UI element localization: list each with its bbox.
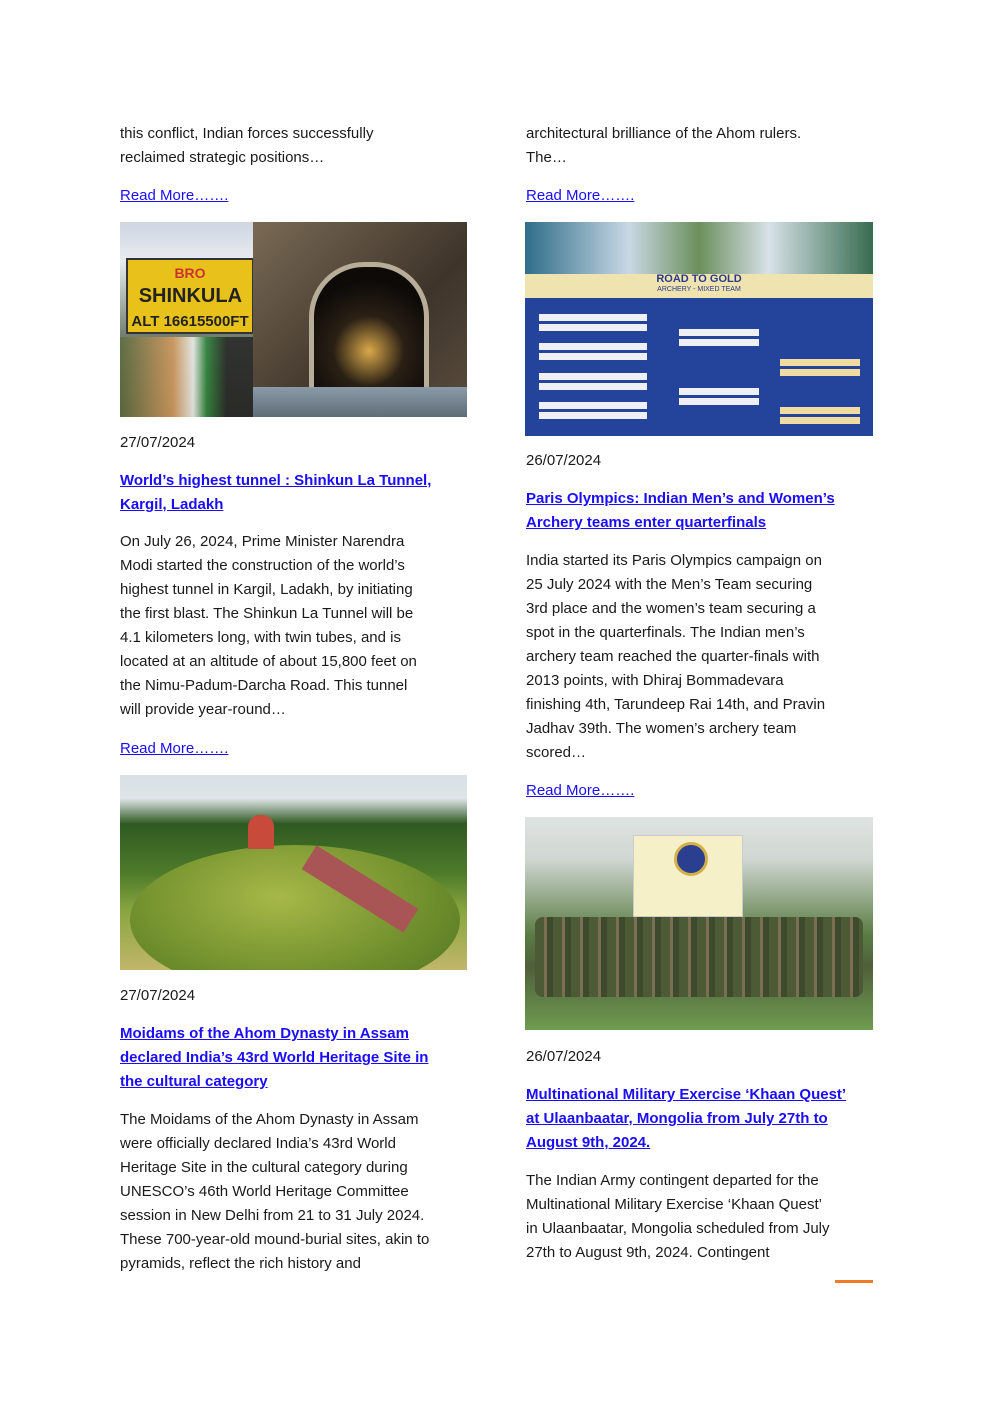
title-line[interactable]: World’s highest tunnel : Shinkun La Tunnel, [120,472,432,489]
title-line[interactable]: Paris Olympics: Indian Men’s and Women’s [526,490,835,507]
text-line: 2013 points, with Dhiraj Bommadevara [526,672,784,689]
text-line: highest tunnel in Kargil, Ladakh, by initiating [120,581,413,598]
text-line: in Ulaanbaatar, Mongolia scheduled from July [526,1220,830,1237]
text-line: the first blast. The Shinkun La Tunnel will be [120,605,414,622]
left-intro-text [120,122,373,170]
article-title-link[interactable] [526,487,835,535]
text-line: Modi started the construction of the world’s [120,557,405,574]
shinkun-la-tunnel-image [120,222,467,417]
article-date: 27/07/2024 [120,987,196,1004]
title-line[interactable]: the cultural category [120,1073,268,1090]
tunnel-sign [126,258,254,334]
text-line: 4.1 kilometers long, with twin tubes, and is [120,629,401,646]
article-title-link[interactable] [526,1083,846,1155]
text-line: this conflict, Indian forces successfully [120,125,374,142]
read-more-link[interactable]: Read More……. [526,782,635,799]
article-date: 26/07/2024 [526,1048,602,1065]
article-body [120,1108,429,1276]
text-line: Jadhav 39th. The women’s archery team [526,720,797,737]
text-line: The… [526,149,567,166]
text-line: On July 26, 2024, Prime Minister Narendra [120,533,405,550]
text-line: UNESCO’s 46th World Heritage Committee [120,1183,409,1200]
text-line: These 700-year-old mound-burial sites, akin to [120,1231,430,1248]
article-body [526,549,825,765]
text-line: spot in the quarterfinals. The Indian men’s [526,624,805,641]
article-title-link[interactable] [120,469,431,517]
text-line: scored… [526,744,587,761]
text-line: reclaimed strategic positions… [120,149,325,166]
text-line: 27th to August 9th, 2024. Contingent [526,1244,770,1261]
moidams-image [120,775,467,970]
text-line: will provide year-round… [120,701,286,718]
text-line: India started its Paris Olympics campaign on [526,552,822,569]
text-line: pyramids, reflect the rich history and [120,1255,361,1272]
text-line: were officially declared India’s 43rd World [120,1135,396,1152]
read-more-link[interactable]: Read More……. [120,740,229,757]
accent-divider [835,1280,873,1283]
text-line: session in New Delhi from 21 to 31 July 2024. [120,1207,425,1224]
title-line[interactable]: Kargil, Ladakh [120,496,224,513]
title-line[interactable]: declared India’s 43rd World Heritage Site in [120,1049,429,1066]
read-more-link[interactable]: Read More……. [120,187,229,204]
sign-text: SHINKULA [138,285,242,307]
image-headline: ROAD TO GOLD [656,273,742,285]
article-body [526,1169,830,1265]
read-more-link[interactable]: Read More……. [526,187,635,204]
text-line: The Indian Army contingent departed for the [526,1172,819,1189]
text-line: Multinational Military Exercise ‘Khaan Quest’ [526,1196,822,1213]
article-date: 27/07/2024 [120,434,196,451]
text-line: the Nimu-Padum-Darcha Road. This tunnel [120,677,408,694]
text-line: finishing 4th, Tarundeep Rai 14th, and Pravin [526,696,826,713]
text-line: 25 July 2024 with the Men’s Team securing [526,576,813,593]
image-subhead: ARCHERY - MIXED TEAM [657,286,741,293]
title-line[interactable]: Multinational Military Exercise ‘Khaan Quest’ [526,1086,847,1103]
text-line: The Moidams of the Ahom Dynasty in Assam [120,1111,419,1128]
title-line[interactable]: August 9th, 2024. [526,1134,651,1151]
text-line: Heritage Site in the cultural category during [120,1159,408,1176]
text-line: located at an altitude of about 15,800 feet on [120,653,417,670]
sign-text: BRO [174,265,206,281]
text-line: archery team reached the quarter-finals with [526,648,820,665]
title-line[interactable]: Archery teams enter quarterfinals [526,514,767,531]
khaan-quest-group-photo [525,817,873,1030]
right-intro-text [526,122,801,170]
article-date: 26/07/2024 [526,452,602,469]
text-line: architectural brilliance of the Ahom rulers. [526,125,802,142]
article-body [120,530,417,722]
sign-text: ALT 16615500FT [131,313,249,330]
title-line[interactable]: Moidams of the Ahom Dynasty in Assam [120,1025,409,1042]
text-line: 3rd place and the women’s team securing a [526,600,816,617]
article-title-link[interactable] [120,1022,428,1094]
archery-bracket-image [525,222,873,436]
title-line[interactable]: at Ulaanbaatar, Mongolia from July 27th to [526,1110,828,1127]
